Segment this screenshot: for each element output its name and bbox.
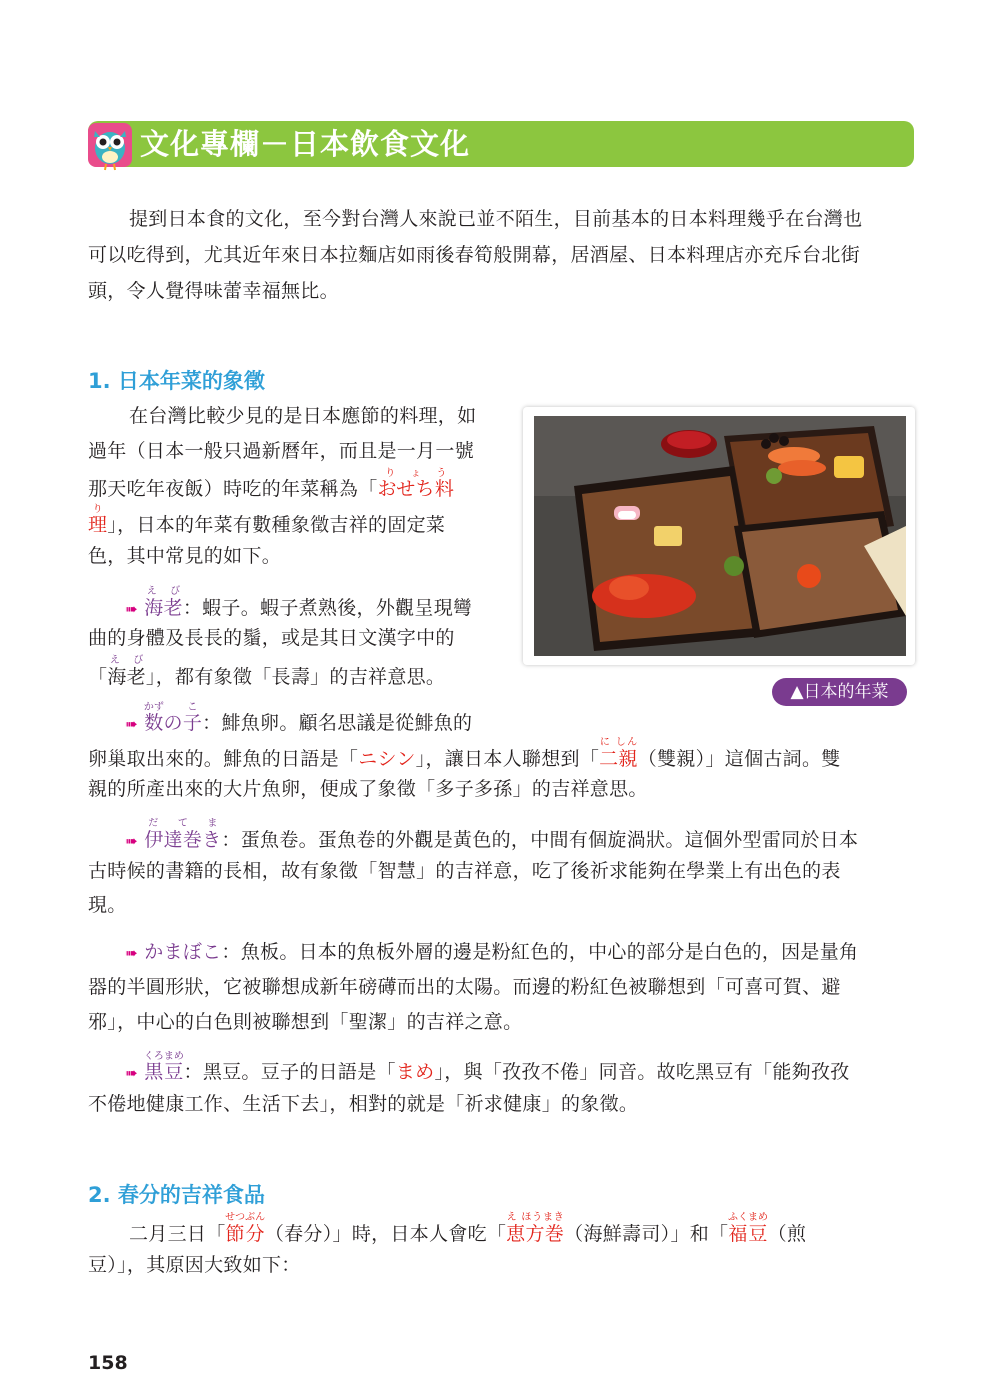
datemaki-term: 伊達巻きだ て ま xyxy=(144,818,222,851)
section-1-heading: 1. 日本年菜的象徵 xyxy=(88,369,265,393)
kazunoko-line-2: 卵巢取出來的。鯡魚的日語是「ニシン」，讓日本人聯想到「二親に しん（雙親）」這個古詞。雙 xyxy=(88,737,841,770)
section-2-heading: 2. 春分的吉祥食品 xyxy=(88,1183,265,1207)
ebi-line-2: 曲的身體及長長的鬚，或是其日文漢字中的 xyxy=(88,627,455,649)
kazunoko-line-3: 親的所產出來的大片魚卵，便成了象徵「多子多孫」的吉祥意思。 xyxy=(88,778,648,800)
arrow-bullet-icon: ➠ xyxy=(125,715,138,733)
banner-title: 文化專欄－日本飲食文化 xyxy=(140,127,471,161)
s1-intro-line-1: 在台灣比較少見的是日本應節的料理，如 xyxy=(129,405,477,427)
osechi-photo xyxy=(534,416,906,656)
ebi-term: 海老え び xyxy=(144,586,183,619)
owl-mascot-icon xyxy=(86,121,134,171)
s1-intro-line-2: 過年（日本一般只過新曆年，而且是一月一號 xyxy=(88,440,475,462)
kamaboko-line-1: ➠ かまぼこ：魚板。日本的魚板外層的邊是粉紅色的，中心的部分是白色的，因是量角 xyxy=(125,941,859,963)
intro-line-3: 頭，令人覺得味蕾幸福無比。 xyxy=(88,280,339,302)
kamaboko-line-3: 邪」，中心的白色則被聯想到「聖潔」的吉祥之意。 xyxy=(88,1011,523,1033)
osechi-term: おせち料りょう xyxy=(377,468,455,500)
kuromame-term: 黒豆くろまめ xyxy=(143,1051,184,1083)
fukumame-term: 福豆ふくまめ xyxy=(728,1212,768,1245)
s1-intro-line-3: 那天吃年夜飯）時吃的年菜稱為「おせち料りょう xyxy=(88,468,455,500)
kuromame-line-1: ➠ 黒豆くろまめ：黑豆。豆子的日語是「まめ」，與「孜孜不倦」同音。故吃黑豆有「能夠孜孜 xyxy=(125,1051,850,1083)
datemaki-line-3: 現。 xyxy=(88,894,127,916)
kamaboko-line-2: 器的半圓形狀，它被聯想成新年磅礡而出的太陽。而邊的粉紅色被聯想到「可喜可賀、避 xyxy=(88,976,841,998)
intro-line-2: 可以吃得到，尤其近年來日本拉麵店如雨後春筍般開幕，居酒屋、日本料理店亦充斥台北街 xyxy=(88,244,861,266)
ehomaki-term: 恵方巻え ほうまき xyxy=(506,1212,565,1245)
osechi-term-tail: 理り xyxy=(88,504,108,536)
column-banner xyxy=(88,121,914,167)
datemaki-line-1: ➠ 伊達巻きだ て ま：蛋魚卷。蛋魚卷的外觀是黃色的，中間有個旋渦狀。這個外型雷同於日本 xyxy=(125,818,859,851)
s1-intro-line-4: 理り」，日本的年菜有數種象徵吉祥的固定菜 xyxy=(88,504,446,536)
arrow-bullet-icon: ➠ xyxy=(125,944,138,962)
arrow-bullet-icon: ➠ xyxy=(125,832,138,850)
kuromame-line-2: 不倦地健康工作、生活下去」，相對的就是「祈求健康」的象徵。 xyxy=(88,1093,639,1115)
setsubun-term: 節分せつぶん xyxy=(225,1212,266,1245)
kazunoko-line-1: ➠ 数かずの子こ：鯡魚卵。顧名思議是從鯡魚的 xyxy=(125,702,473,734)
datemaki-line-2: 古時候的書籍的長相，故有象徵「智慧」的吉祥意，吃了後祈求能夠在學業上有出色的表 xyxy=(88,860,841,882)
arrow-bullet-icon: ➠ xyxy=(125,1064,138,1082)
s1-intro-line-5: 色，其中常見的如下。 xyxy=(88,545,282,567)
kazunoko-term: 数かずの子こ xyxy=(143,702,203,734)
photo-caption: ▲日本的年菜 xyxy=(772,678,907,706)
ebi-term-inline: 海老え び xyxy=(107,655,146,688)
ebi-line-1: ➠ 海老え び：蝦子。蝦子煮熟後，外觀呈現彎 xyxy=(125,586,473,619)
page-number: 158 xyxy=(88,1352,128,1374)
arrow-bullet-icon: ➠ xyxy=(125,600,138,618)
s2-line-2: 豆）」，其原因大致如下： xyxy=(88,1254,301,1276)
kamaboko-term: かまぼこ xyxy=(144,941,222,963)
ebi-line-3: 「海老え び」，都有象徵「長壽」的吉祥意思。 xyxy=(88,655,446,688)
s2-line-1: 二月三日「節分せつぶん（春分）」時，日本人會吃「恵方巻え ほうまき（海鮮壽司）」和「福豆ふくまめ（煎 xyxy=(129,1212,807,1245)
nishin-term: 二親に しん xyxy=(599,737,638,770)
intro-line-1: 提到日本食的文化，至今對台灣人來說已並不陌生，目前基本的日本料理幾乎在台灣也 xyxy=(129,208,863,230)
